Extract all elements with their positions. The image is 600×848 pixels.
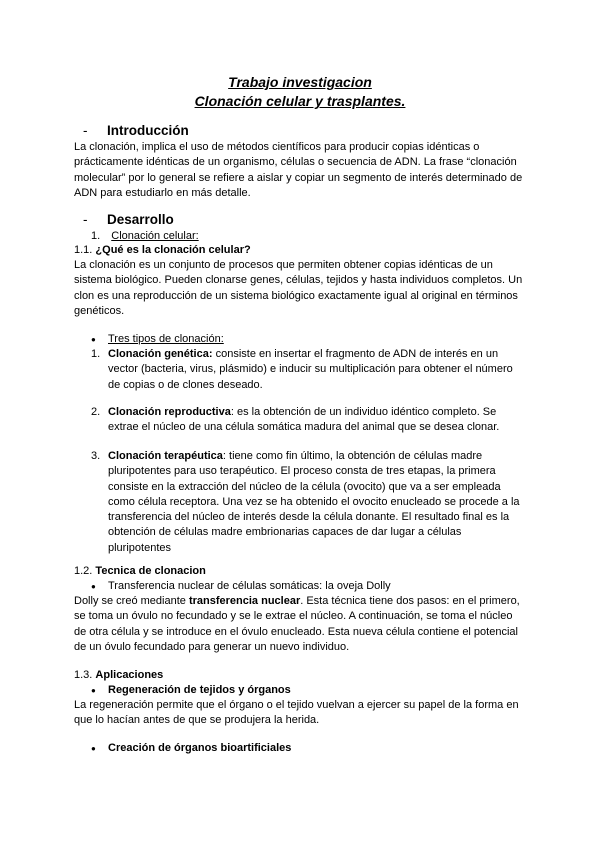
- type-desc: consiste en insertar el fragmento de ADN de interés en un vector (bacteria, virus, plásmido) e inducir su multiplicación para obtener el número de copias o de clones deseado.: [108, 348, 513, 391]
- bullet-icon: ●: [91, 744, 96, 753]
- tecnica-heading: [74, 564, 206, 579]
- question-paragraph: La clonación es un conjunto de procesos que permiten obtener copias idénticas de un sistema biológico. Pueden clonarse genes, células, tejidos y hasta individuos completos. Un clon es una reproducción de un sistema biológico exactamente igual al original en términos genéticos.: [74, 259, 523, 317]
- type-desc: : tiene como fin último, la obtención de células madre pluripotentes para uso terapéutico. El proceso consta de tres etapas, la primera consiste en la extracción del núcleo de la célula (ovocito) que va a ser empleada como célula receptora. Una vez se ha obtenido el ovocito enucleado se procede a la transferencia del núcleo de interés desde la célula donante. El resultado final es la obtención de células madre embrionarias capaces de dar lugar a células pluripotentes: [108, 450, 520, 554]
- aplicaciones-item-1: Regeneración de tejidos y órganos: [108, 684, 291, 696]
- type-reproductiva: [108, 405, 523, 436]
- question-text: ¿Qué es la clonación celular?: [95, 244, 251, 256]
- intro-heading: Introducción: [107, 123, 189, 138]
- type-term: Clonación genética:: [108, 348, 213, 360]
- item-label: Clonación celular:: [111, 230, 199, 242]
- tecnica-number: 1.2.: [74, 565, 93, 577]
- document-title: Trabajo investigacion: [228, 74, 372, 90]
- desarrollo-dash: -: [83, 212, 88, 227]
- aplicaciones-title: Aplicaciones: [95, 669, 164, 681]
- type-term: Clonación reproductiva: [108, 406, 231, 418]
- aplicaciones-heading: [74, 668, 163, 683]
- bullet-icon: ●: [91, 686, 96, 695]
- tecnica-body-post: . Esta técnica tiene dos pasos: en el primero, se toma un óvulo no fecundado y se le extrae el núcleo. A continuación, se toma el núcleo de otra célula y se introduce en el óvulo enucleado. Esta nueva célula contiene el potencial de un óvulo fecundado para generar un nuevo individuo.: [74, 595, 520, 653]
- question-heading: [74, 243, 251, 258]
- intro-paragraph: La clonación, implica el uso de métodos científicos para producir copias idénticas o prácticamente idénticas de un organismo, células o secuencia de ADN. La frase “clonación molecular” por lo general se refiere a aislar y copiar un segmento de interés determinado de ADN para estudiarlo en más detalle.: [74, 141, 523, 199]
- bullet-icon: ●: [91, 582, 96, 591]
- type-genetica: [108, 347, 523, 393]
- tecnica-body-pre: Dolly se creó mediante: [74, 595, 189, 607]
- type-desc: : es la obtención de un individuo idéntico completo. Se extrae el núcleo de una célula somática madura del animal que se desea clonar.: [108, 406, 500, 434]
- tecnica-body-bold: transferencia nuclear: [188, 595, 301, 607]
- clonacion-celular-item: [91, 229, 199, 244]
- type-number: 1.: [91, 348, 101, 360]
- aplicaciones-item-1-paragraph: La regeneración permite que el órgano o el tejido vuelvan a ejercer su papel de la forma en que lo hacían antes de que se produjera la herida.: [74, 699, 519, 727]
- item-number: 1.: [91, 230, 101, 242]
- aplicaciones-number: 1.3.: [74, 669, 93, 681]
- types-label: Tres tipos de clonación:: [108, 333, 224, 345]
- type-term: Clonación terapéutica: [108, 450, 223, 462]
- bullet-icon: ●: [91, 335, 96, 344]
- document-subtitle: Clonación celular y trasplantes.: [194, 93, 406, 109]
- aplicaciones-item-2: Creación de órganos bioartificiales: [108, 742, 292, 754]
- type-terapeutica: [108, 449, 523, 556]
- desarrollo-heading-block: [83, 212, 174, 228]
- desarrollo-heading: Desarrollo: [107, 212, 174, 227]
- intro-heading-block: [83, 123, 189, 139]
- tecnica-title: Tecnica de clonacion: [95, 565, 206, 577]
- question-number: 1.1.: [74, 244, 93, 256]
- type-number: 3.: [91, 450, 101, 462]
- intro-dash: -: [83, 123, 88, 138]
- tecnica-paragraph: [74, 594, 526, 655]
- tecnica-bullet-text: Transferencia nuclear de células somáticas: la oveja Dolly: [108, 580, 391, 592]
- type-number: 2.: [91, 406, 101, 418]
